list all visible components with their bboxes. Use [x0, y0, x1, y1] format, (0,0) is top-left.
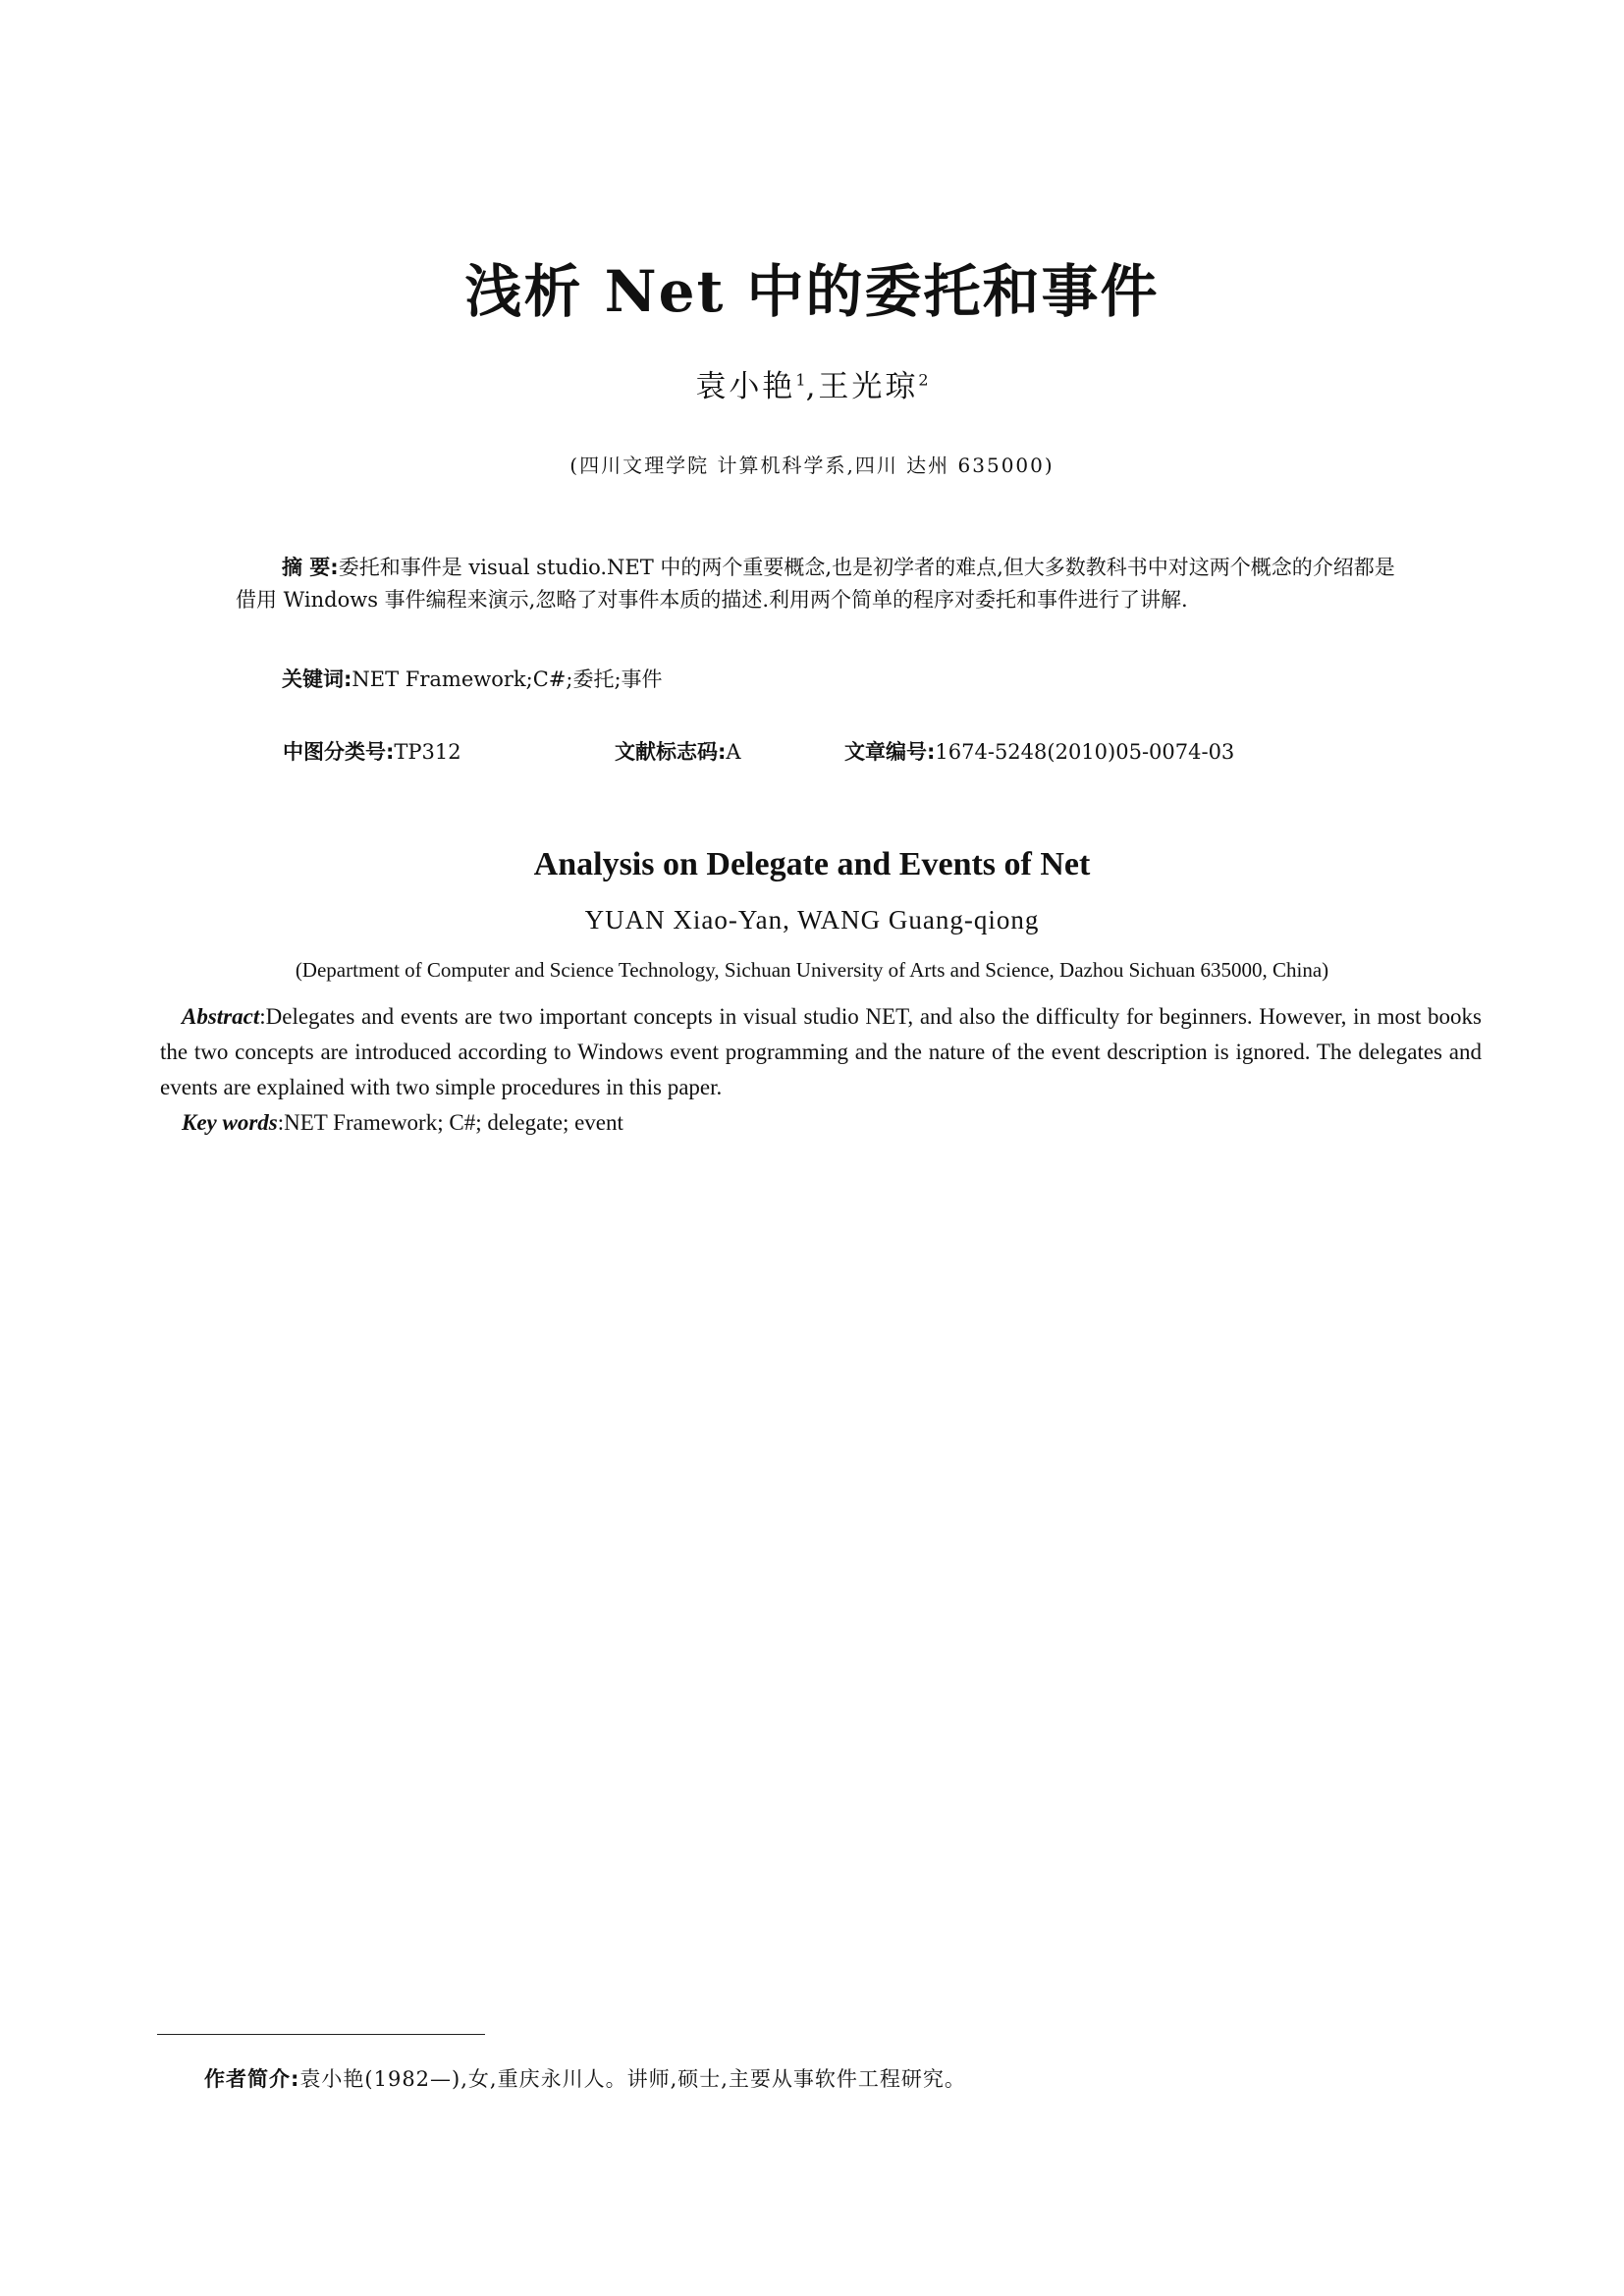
footnote-divider [157, 2034, 485, 2035]
abstract-text-english: Delegates and events are two important concepts in visual studio NET, and also the difficulty for beginners. However, in most books the two concepts are introduced according to Windows event programming and the nature of the event description is ignored. The delegates and events are explained with two simple procedures in this paper. [160, 1004, 1482, 1099]
abstract-label-english: Abstract [182, 1004, 260, 1029]
author-separator: , [805, 369, 819, 404]
article-number-value: 1674-5248(2010)05-0074-03 [935, 740, 1235, 764]
author-list-english: YUAN Xiao-Yan, WANG Guang-qiong [584, 905, 1040, 934]
author-name: 袁小艳 [695, 369, 796, 404]
abstract-english [160, 999, 1482, 1105]
clc-value: TP312 [394, 740, 461, 764]
author-list-chinese [0, 361, 1624, 405]
footnote-text: 袁小艳(1982—),女,重庆永川人。讲师,硕士,主要从事软件工程研究。 [299, 2067, 966, 2091]
paper-title-english: Analysis on Delegate and Events of Net [533, 846, 1091, 882]
affiliation-chinese: (四川文理学院 计算机科学系,四川 达州 635000) [569, 454, 1055, 477]
keywords-label-english: Key words [182, 1110, 278, 1135]
abstract-text: 委托和事件是 visual studio.NET 中的两个重要概念,也是初学者的难点,但大多数教科书中对这两个概念的介绍都是借用 Windows 事件编程来演示,忽略了对事件本质的描述.利用两个简单的程序对委托和事件进行了讲解. [236, 556, 1395, 612]
affiliation-english: (Department of Computer and Science Technology, Sichuan University of Arts and Science, Dazhou Sichuan 635000, China) [295, 958, 1329, 982]
abstract-colon: : [259, 1004, 266, 1029]
document-code [615, 736, 741, 766]
document-code-value: A [726, 740, 741, 764]
clc-number [283, 736, 461, 766]
clc-label: 中图分类号: [283, 740, 395, 764]
footnote-label: 作者简介: [204, 2067, 300, 2091]
keywords-label: 关键词: [282, 667, 352, 691]
keywords-text-english: NET Framework; C#; delegate; event [284, 1110, 623, 1135]
author-affiliation-mark: 2 [918, 370, 929, 390]
paper-title-chinese: 浅析 Net 中的委托和事件 [464, 258, 1160, 325]
author-bio-footnote [204, 2063, 966, 2093]
keywords-text: NET Framework;C#;委托;事件 [352, 667, 663, 691]
author-name: 王光琼 [818, 369, 919, 404]
abstract-label: 摘 要: [282, 556, 339, 579]
document-code-label: 文献标志码: [615, 740, 727, 764]
keywords-chinese [236, 664, 1450, 696]
author-affiliation-mark: 1 [795, 370, 806, 390]
article-number [844, 736, 1234, 766]
keywords-colon: : [277, 1110, 285, 1135]
abstract-chinese [236, 552, 1404, 616]
keywords-english [160, 1105, 1503, 1141]
article-number-label: 文章编号: [844, 740, 936, 764]
